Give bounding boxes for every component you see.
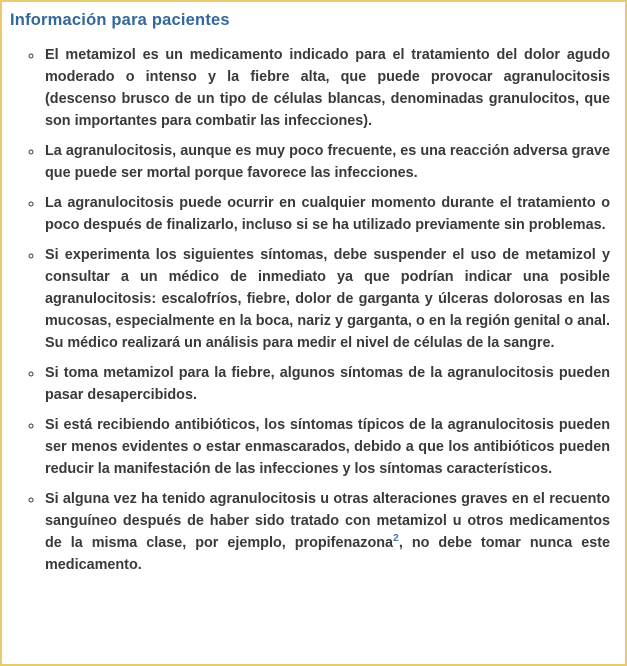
list-item-text: Si alguna vez ha tenido agranulocitosis u otras alteraciones graves en el recuento sanguíneo después de haber sido tratado con metamizol u otros medicamentos de la misma clase, por ejemplo, propifenazona <box>45 491 610 551</box>
patient-info-list <box>10 44 610 576</box>
list-item: ◦ La agranulocitosis puede ocurrir en cualquier momento durante el tratamiento o poco después de finalizarlo, incluso si se ha utilizado previamente sin problemas. <box>43 192 610 236</box>
list-item: ◦ El metamizol es un medicamento indicado para el tratamiento del dolor agudo moderado o intenso y la fiebre alta, que puede provocar agranulocitosis (descenso brusco de un tipo de células blancas, denominadas granulocitos, que son importantes para combatir las infecciones). <box>43 44 610 132</box>
list-item: ◦ Si experimenta los siguientes síntomas, debe suspender el uso de metamizol y consultar a un médico de inmediato ya que podrían indicar una posible agranulocitosis: escalofríos, fiebre, dolor de garganta y úlceras dolorosas en las mucosas, especialmente en la boca, nariz y garganta, o en la región genital o anal. Su médico realizará un análisis para medir el nivel de células de la sangre. <box>43 244 610 354</box>
list-item: ◦ Si toma metamizol para la fiebre, algunos síntomas de la agranulocitosis pueden pasar desapercibidos. <box>43 362 610 406</box>
list-item: ◦ Si está recibiendo antibióticos, los síntomas típicos de la agranulocitosis pueden ser menos evidentes o estar enmascarados, debido a que los antibióticos pueden reducir la manifestación de las infecciones y los síntomas característicos. <box>43 414 610 480</box>
callout-title: Información para pacientes <box>10 11 230 29</box>
footnote-link[interactable]: 2 <box>393 532 399 545</box>
list-item: ◦ La agranulocitosis, aunque es muy poco frecuente, es una reacción adversa grave que puede ser mortal porque favorece las infecciones. <box>43 140 610 184</box>
list-item <box>43 488 610 576</box>
list-item-text: , no debe tomar nunca este medicamento. <box>45 535 610 573</box>
